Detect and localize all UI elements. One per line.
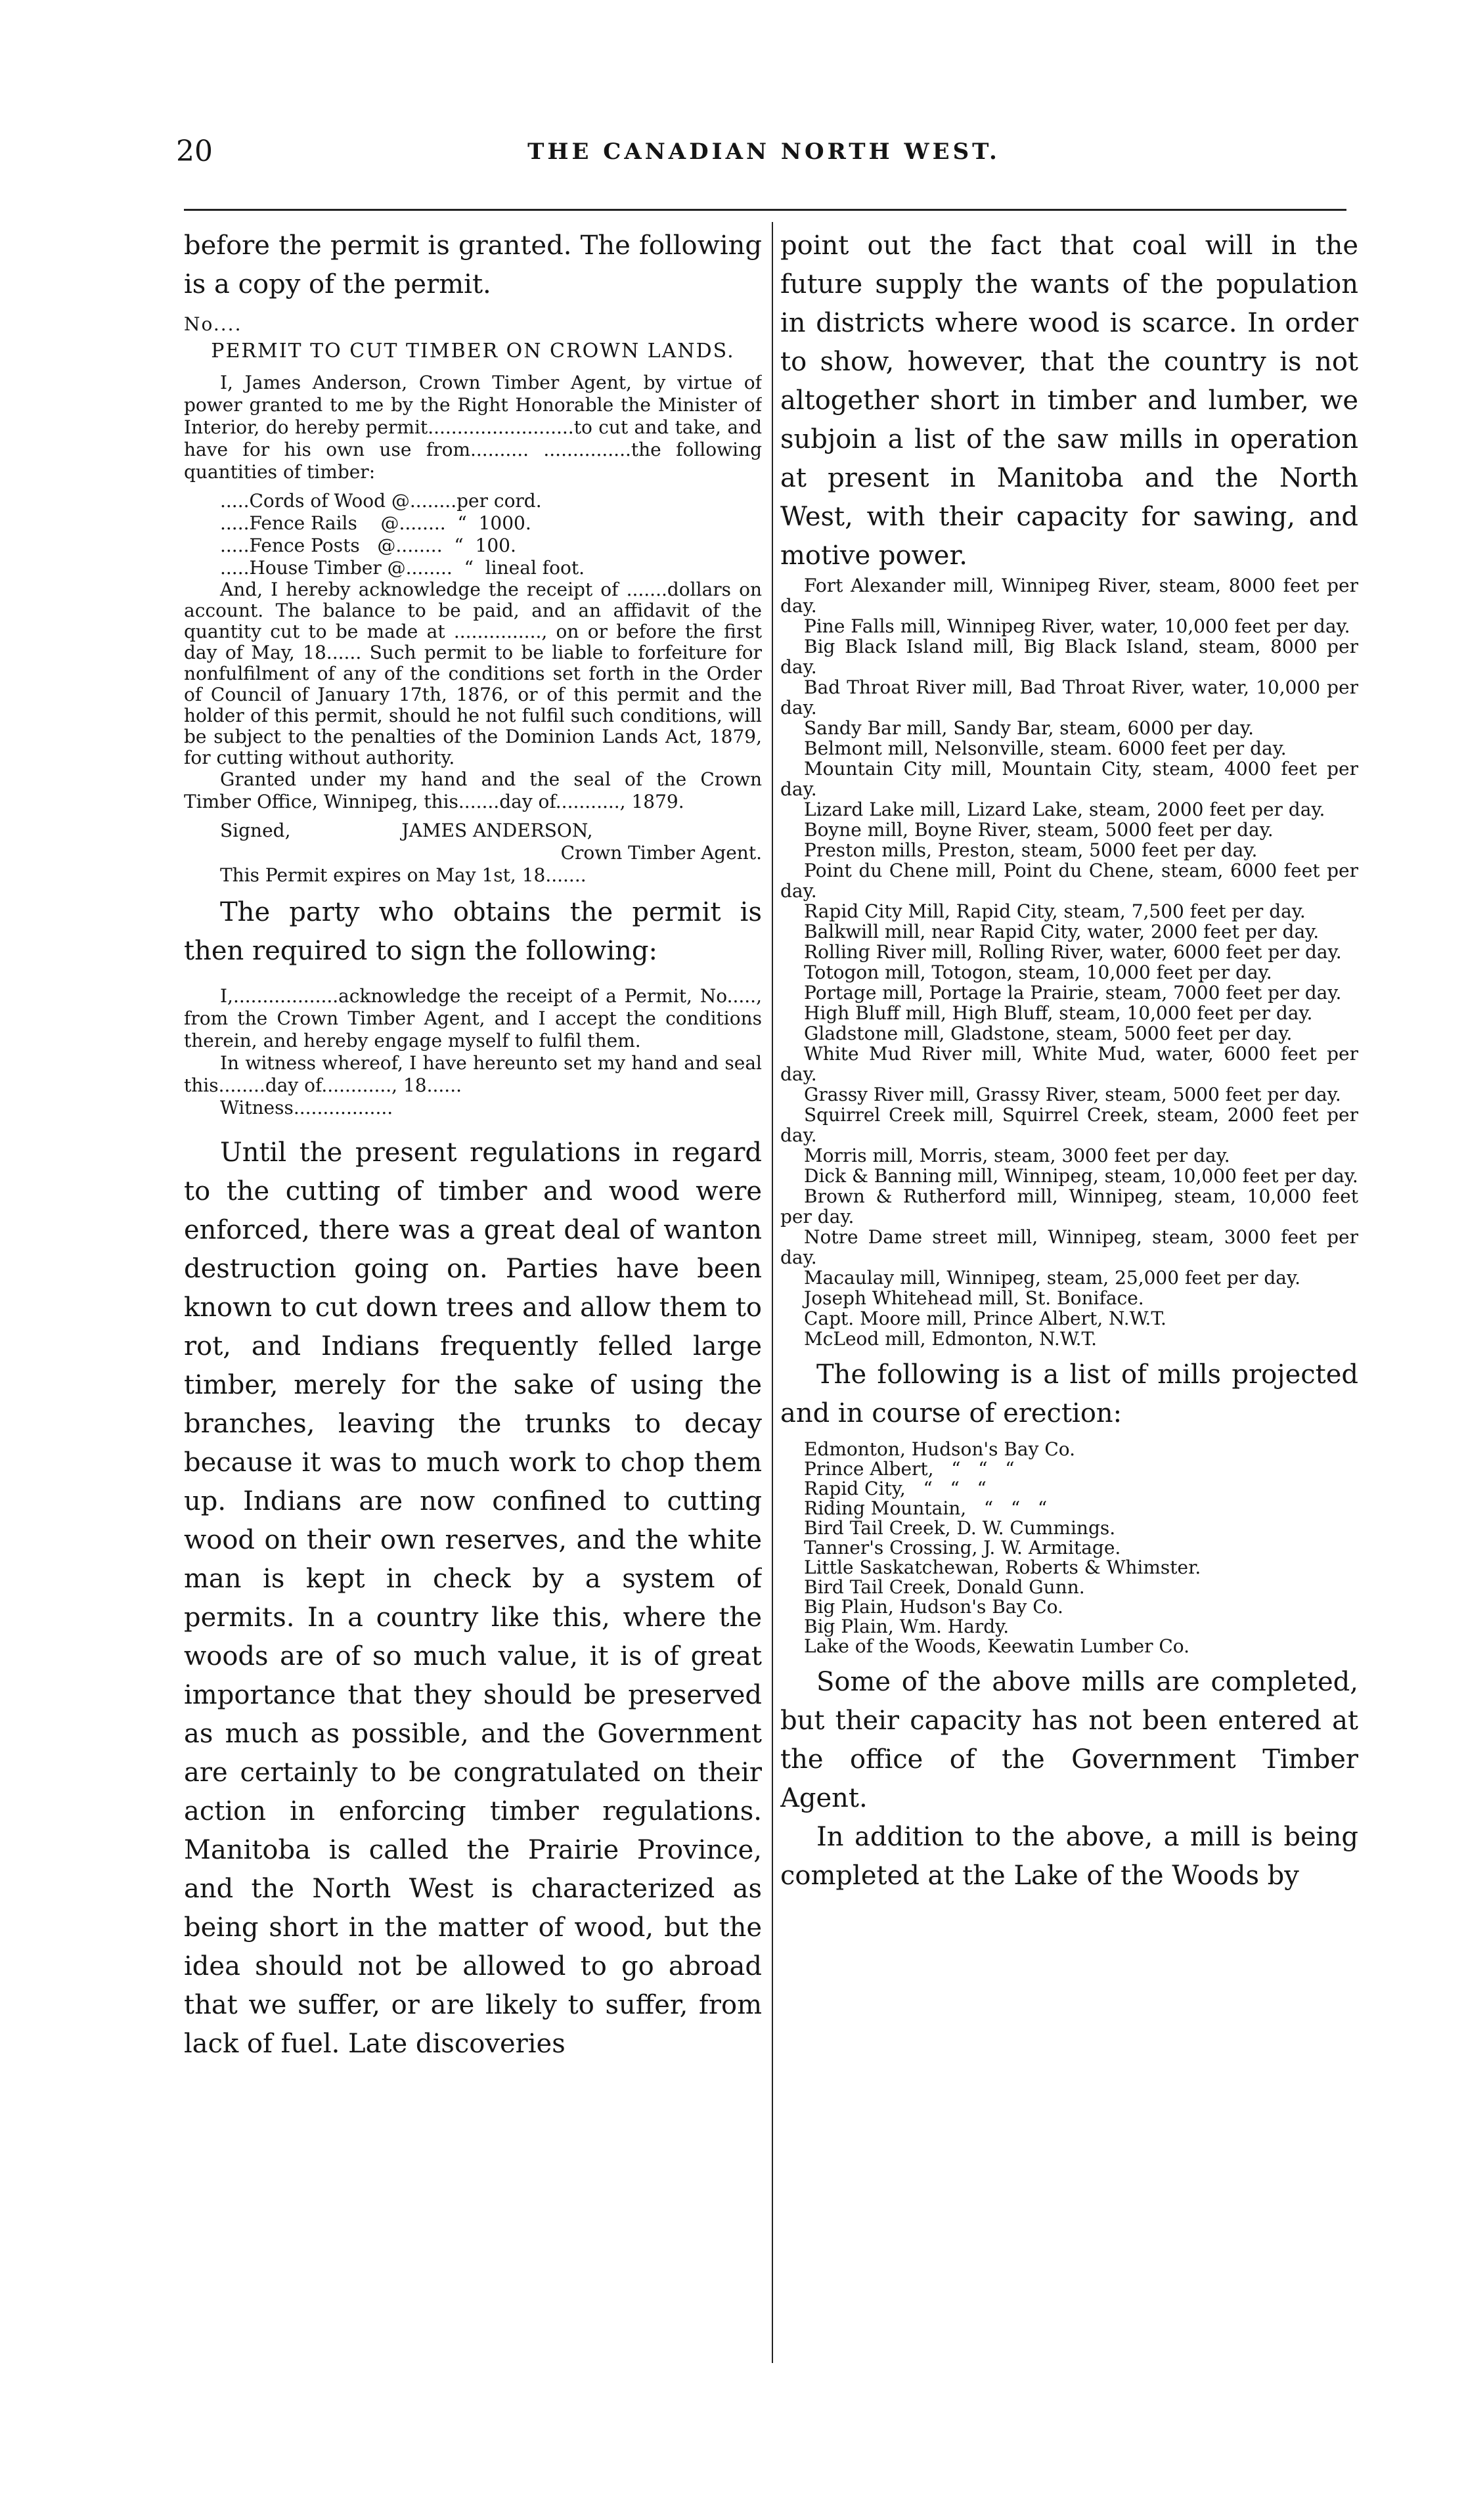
mill-entry: Notre Dame street mill, Winnipeg, steam, 3000 feet per day.	[780, 1226, 1358, 1268]
quantity-item: .....House Timber @........ “ lineal foot.	[220, 557, 585, 579]
projected-entry: Riding Mountain, “ “ “	[804, 1497, 1048, 1519]
mill-entry: Portage mill, Portage la Prairie, steam, 7000 feet per day.	[804, 982, 1342, 1004]
quantity-item: .....Cords of Wood @........per cord.	[220, 490, 542, 512]
mill-entry: Rapid City Mill, Rapid City, steam, 7,500 feet per day.	[804, 900, 1306, 922]
page-number: 20	[176, 135, 213, 168]
mill-entry: Fort Alexander mill, Winnipeg River, steam, 8000 feet per day.	[780, 575, 1358, 617]
column-divider	[772, 222, 773, 2363]
completed-paragraph: Some of the above mills are completed, but their capacity has not been entered at the office of the Government Timber Agent.	[780, 1667, 1358, 1813]
signed-label: Signed,	[220, 820, 291, 841]
permit-heading: PERMIT TO CUT TIMBER ON CROWN LANDS.	[211, 340, 735, 363]
mill-entry: Bad Throat River mill, Bad Throat River, water, 10,000 per day.	[780, 676, 1358, 718]
mill-entry: Grassy River mill, Grassy River, steam, 5000 feet per day.	[804, 1084, 1341, 1105]
party-paragraph: The party who obtains the permit is then required to sign the following:	[184, 897, 762, 966]
mill-entry: Brown & Rutherford mill, Winnipeg, steam, 10,000 feet per day.	[780, 1185, 1358, 1227]
mill-entry: Point du Chene mill, Point du Chene, steam, 6000 feet per day.	[780, 860, 1358, 902]
signature-line	[184, 820, 762, 842]
intro-paragraph: before the permit is granted. The following is a copy of the permit.	[184, 231, 762, 299]
acknowledge-paragraph: And, I hereby acknowledge the receipt of .......dollars on account. The balance to be paid, and an affidavit of the quantity cut to be made at ..............., on or before the first day of May, 18...... Such permit to be liable to forfeiture for nonfulfilment of any of the conditions set forth in the Order of Council of January 17th, 1876, or of this permit and the holder of this permit, should he not fulfil such conditions, will be subject to the penalties of the Dominion Lands Act, 1879, for cutting without authority.	[184, 579, 762, 768]
coal-paragraph: point out the fact that coal will in the future supply the wants of the population in districts where wood is scarce. In order to show, however, that the country is not altogether short in timber and lumber, we subjoin a list of the saw mills in operation at present in Manitoba and the North West, with their capacity for sawing, and motive power.	[780, 231, 1358, 571]
mill-entry: Rolling River mill, Rolling River, water, 6000 feet per day.	[804, 941, 1342, 963]
projected-entry: Tanner's Crossing, J. W. Armitage.	[804, 1537, 1121, 1558]
permit-body: I, James Anderson, Crown Timber Agent, by virtue of power granted to me by the Right Honorable the Minister of Interior, do hereby permit.........................to cut and take, and have for his own use from.......... ...............the following quantities of timber:	[184, 372, 762, 483]
projected-entry: Bird Tail Creek, D. W. Cummings.	[804, 1517, 1116, 1539]
left-column	[184, 227, 762, 2328]
mill-entry: Belmont mill, Nelsonville, steam. 6000 feet per day.	[804, 738, 1287, 759]
projected-entry: Bird Tail Creek, Donald Gunn.	[804, 1576, 1085, 1598]
mill-entry: Morris mill, Morris, steam, 3000 feet per day.	[804, 1145, 1230, 1166]
projected-entry: Lake of the Woods, Keewatin Lumber Co.	[804, 1635, 1190, 1657]
projected-entry: Big Plain, Wm. Hardy.	[804, 1616, 1010, 1637]
witness-line: Witness.................	[220, 1097, 393, 1118]
mill-entry: Boyne mill, Boyne River, steam, 5000 feet per day.	[804, 819, 1274, 841]
mill-entry: Lizard Lake mill, Lizard Lake, steam, 2000 feet per day.	[804, 799, 1325, 820]
projected-entry: Big Plain, Hudson's Bay Co.	[804, 1596, 1063, 1618]
page-header	[176, 135, 1352, 181]
projected-entry: Rapid City, “ “ “	[804, 1478, 987, 1499]
mill-entry: White Mud River mill, White Mud, water, 6000 feet per day.	[780, 1043, 1358, 1085]
mill-entry: Macaulay mill, Winnipeg, steam, 25,000 feet per day.	[804, 1267, 1300, 1289]
mill-entry: Big Black Island mill, Big Black Island, steam, 8000 per day.	[780, 636, 1358, 678]
receipt-paragraph: I,..................acknowledge the receipt of a Permit, No....., from the Crown Timber Agent, and I accept the conditions therein, and hereby engage myself to fulfil them.	[184, 985, 762, 1051]
saw-mill-list	[780, 575, 1358, 1349]
granted-paragraph: Granted under my hand and the seal of the Crown Timber Office, Winnipeg, this.......day of..........., 1879.	[184, 768, 762, 812]
permit-number: No....	[184, 313, 242, 335]
running-title: THE CANADIAN NORTH WEST.	[527, 139, 1000, 165]
signed-title: Crown Timber Agent.	[560, 842, 762, 864]
mill-entry: Balkwill mill, near Rapid City, water, 2000 feet per day.	[804, 921, 1320, 942]
quantity-list	[184, 490, 762, 579]
mill-entry: Gladstone mill, Gladstone, steam, 5000 feet per day.	[804, 1023, 1293, 1044]
projected-mill-list	[780, 1440, 1358, 1656]
projected-entry: Prince Albert, “ “ “	[804, 1458, 1015, 1480]
mill-entry: McLeod mill, Edmonton, N.W.T.	[804, 1328, 1098, 1350]
header-rule	[184, 209, 1346, 211]
regulations-paragraph: Until the present regulations in regard to the cutting of timber and wood were enforced, there was a great deal of wanton destruction going on. Parties have been known to cut down trees and allow them to rot, and Indians frequently felled large timber, merely for the sake of using the branches, leaving the trunks to decay because it was to much work to chop them up. Indians are now confined to cutting wood on their own reserves, and the white man is kept in check by a system of permits. In a country like this, where the woods are of so much value, it is of great importance that they should be preserved as much as possible, and the Government are certainly to be congratulated on their action in enforcing timber regulations. Manitoba is called the Prairie Province, and the North West is characterized as being short in the matter of wood, but the idea should not be allowed to go abroad that we suffer, or are likely to suffer, from lack of fuel. Late discoveries	[184, 1138, 762, 2059]
mill-entry: Squirrel Creek mill, Squirrel Creek, steam, 2000 feet per day.	[780, 1104, 1358, 1146]
projected-entry: Little Saskatchewan, Roberts & Whimster.	[804, 1557, 1201, 1578]
mill-entry: Preston mills, Preston, steam, 5000 feet per day.	[804, 839, 1258, 861]
right-column	[780, 227, 1358, 2348]
quantity-item: .....Fence Posts @........ “ 100.	[220, 535, 516, 556]
mill-entry: Capt. Moore mill, Prince Albert, N.W.T.	[804, 1308, 1166, 1329]
mill-entry: Mountain City mill, Mountain City, steam, 4000 feet per day.	[780, 758, 1358, 800]
witness-whereof: In witness whereof, I have hereunto set my hand and seal this........day of............, 18......	[184, 1052, 762, 1096]
permit-expiry: This Permit expires on May 1st, 18.......	[220, 864, 587, 886]
projected-entry: Edmonton, Hudson's Bay Co.	[804, 1438, 1076, 1460]
projected-intro: The following is a list of mills projected and in course of erection:	[780, 1359, 1358, 1428]
mill-entry: Joseph Whitehead mill, St. Boniface.	[804, 1287, 1144, 1309]
mill-entry: Sandy Bar mill, Sandy Bar, steam, 6000 per day.	[804, 717, 1255, 739]
quantity-item: .....Fence Rails @........ “ 1000.	[220, 512, 531, 534]
mill-entry: High Bluff mill, High Bluff, steam, 10,000 feet per day.	[804, 1002, 1313, 1024]
signed-name: JAMES ANDERSON,	[401, 820, 593, 841]
mill-entry: Pine Falls mill, Winnipeg River, water, 10,000 feet per day.	[804, 615, 1350, 637]
mill-entry: Totogon mill, Totogon, steam, 10,000 feet per day.	[804, 962, 1272, 983]
addition-paragraph: In addition to the above, a mill is being completed at the Lake of the Woods by	[780, 1822, 1358, 1891]
mill-entry: Dick & Banning mill, Winnipeg, steam, 10,000 feet per day.	[804, 1165, 1358, 1187]
